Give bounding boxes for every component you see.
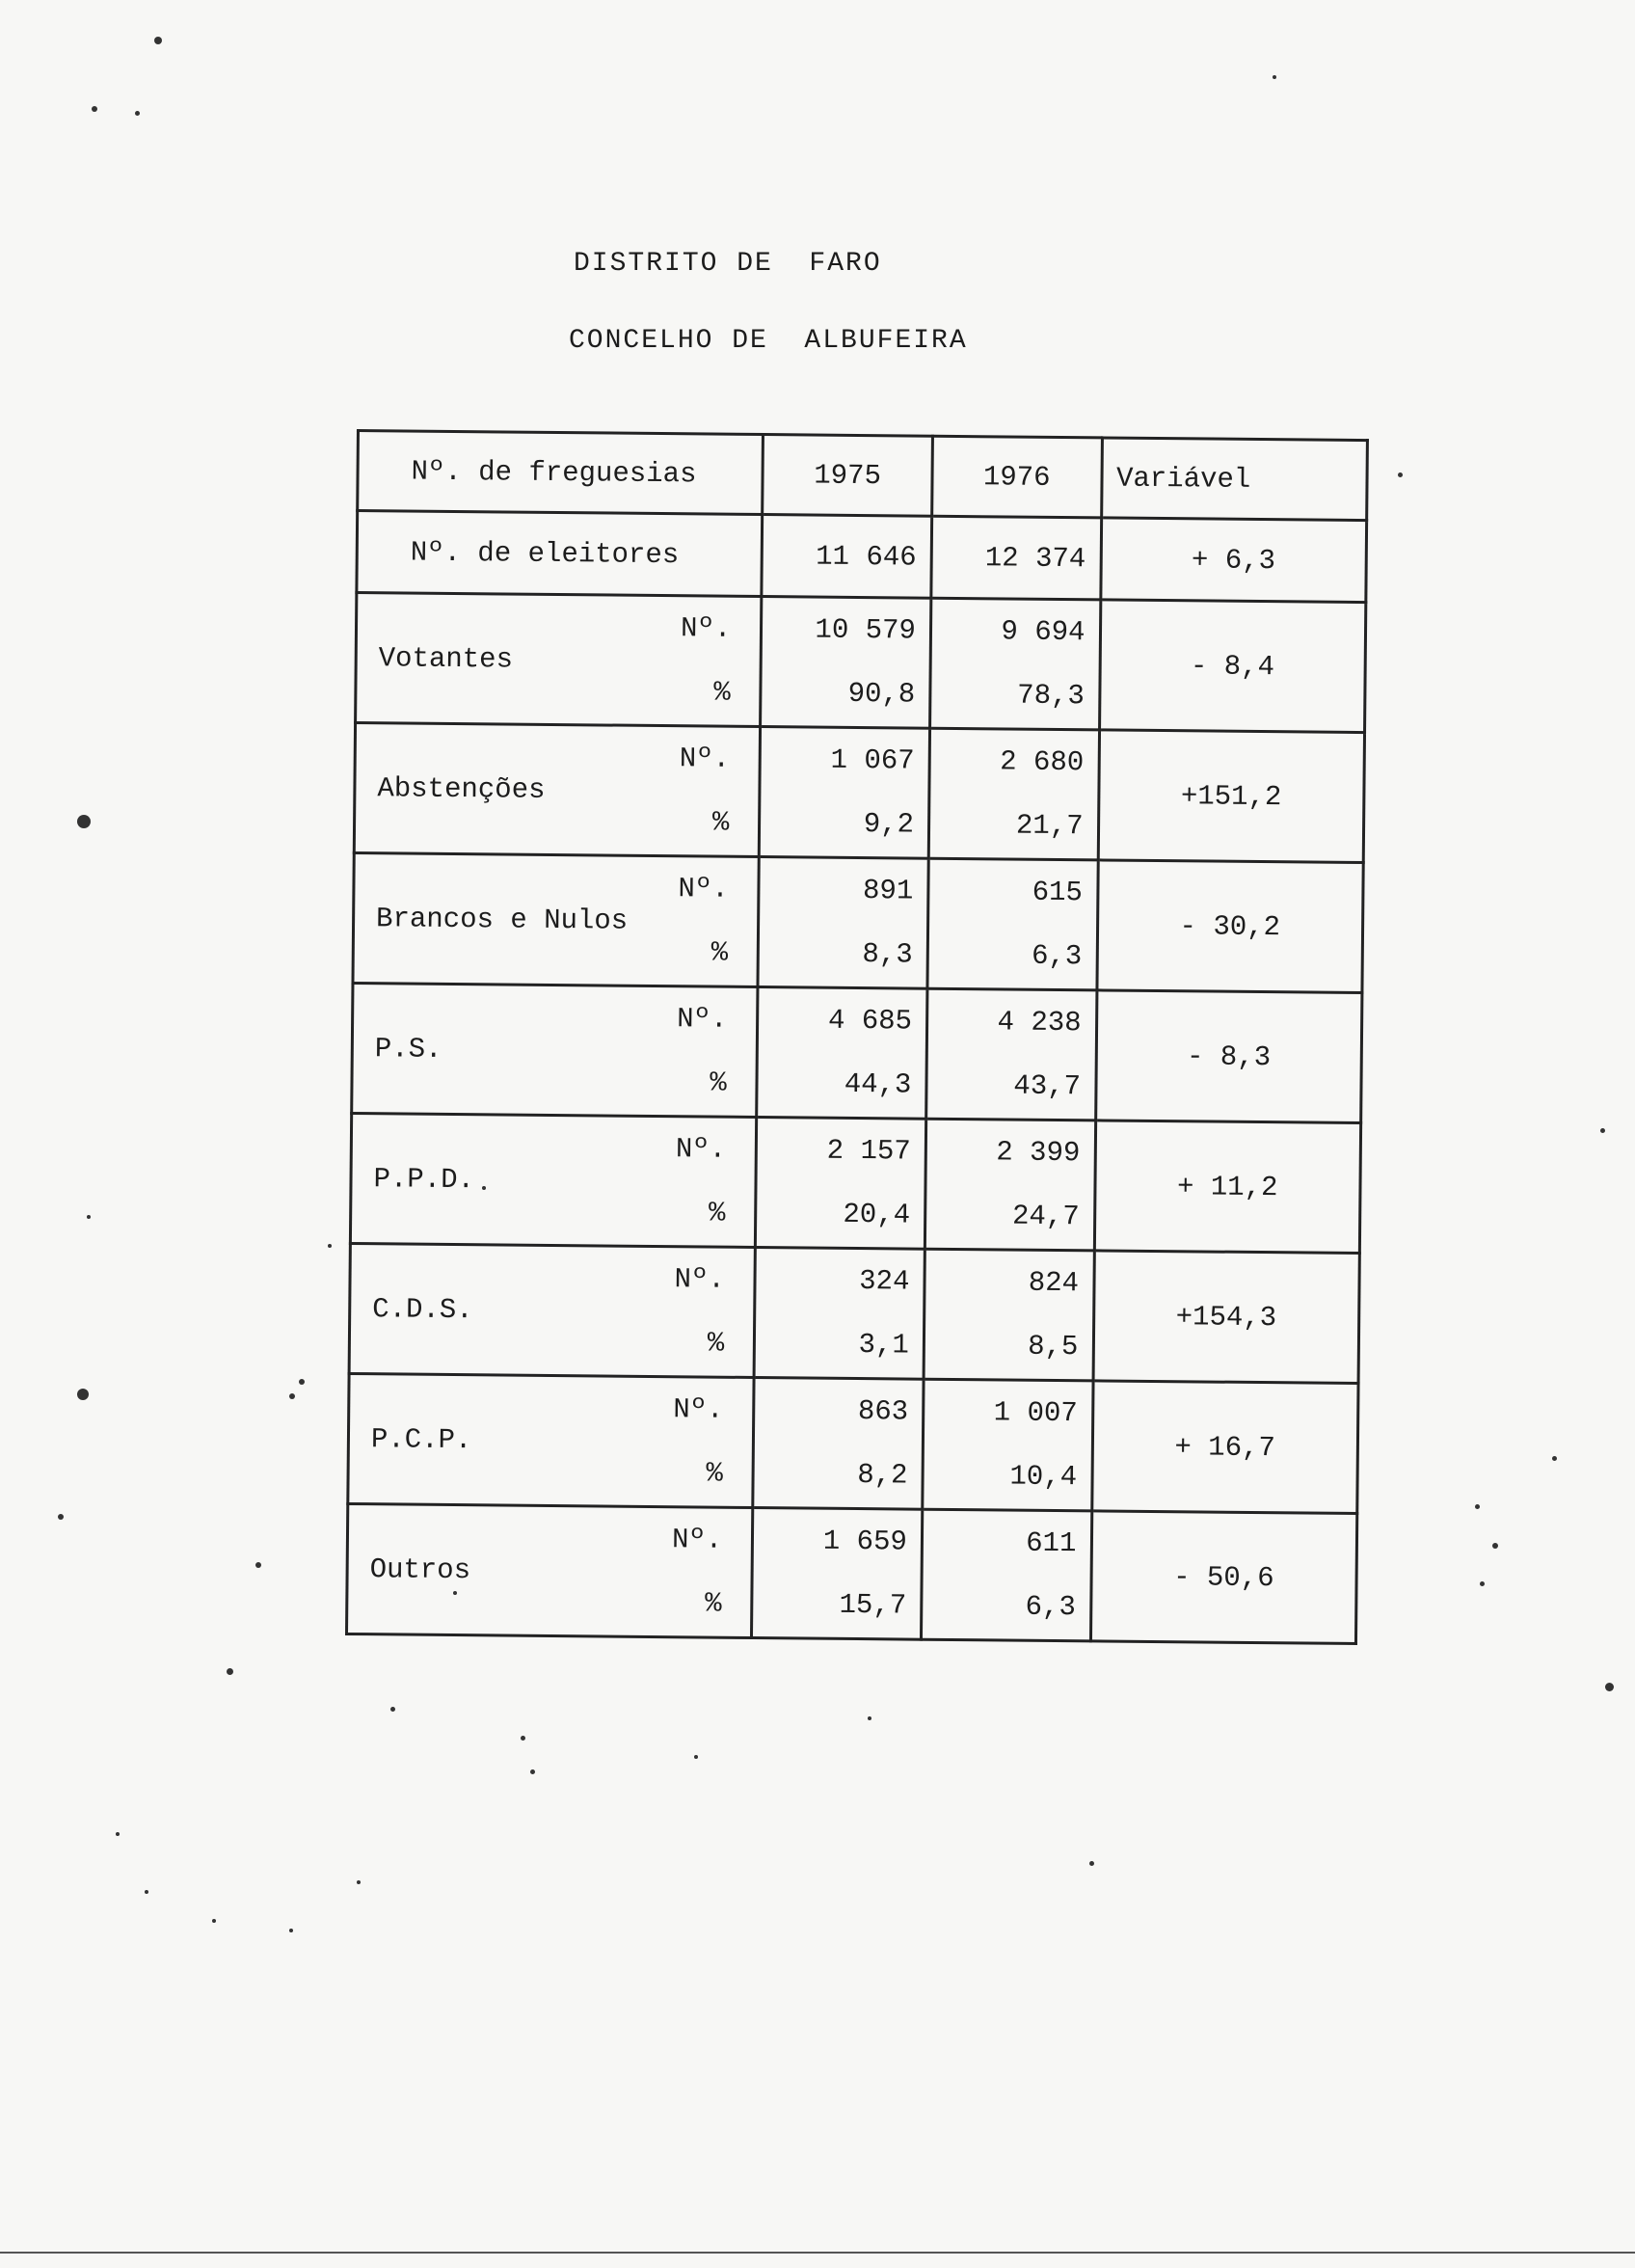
percent-1975: 8,3: [862, 938, 913, 971]
percent-1976: 6,3: [1025, 1590, 1076, 1624]
scan-speck: [77, 815, 91, 828]
values-1976-cell: [925, 1119, 1095, 1251]
values-1976-cell: [923, 1379, 1093, 1511]
count-1975: 2 157: [826, 1134, 911, 1168]
variation-cell: +154,3: [1093, 1251, 1360, 1384]
scan-speck: [1480, 1581, 1485, 1586]
values-1975-cell: [754, 1248, 925, 1380]
election-results-table: [345, 429, 1369, 1645]
scan-speck: [1089, 1861, 1094, 1866]
percent-1976: 24,7: [1011, 1200, 1080, 1233]
scan-speck: [530, 1769, 535, 1774]
scan-speck: [694, 1755, 698, 1759]
count-1975: 10 579: [815, 613, 917, 647]
scan-speck: [482, 1186, 486, 1190]
scan-speck: [212, 1919, 216, 1923]
municipality-title: CONCELHO DE ALBUFEIRA: [569, 326, 968, 356]
unit-percent-label: %: [708, 1197, 726, 1229]
scan-speck: [135, 111, 140, 116]
table-row: [347, 1503, 1357, 1643]
category-label: P.S.: [374, 1032, 442, 1066]
count-1976: 9 694: [1001, 615, 1086, 649]
scan-speck: [289, 1393, 295, 1399]
parishes-label: Nº. de freguesias: [411, 455, 697, 490]
category-cell: [352, 983, 759, 1117]
scan-speck: [255, 1562, 261, 1568]
scan-speck: [521, 1736, 525, 1741]
scan-speck: [1552, 1456, 1557, 1461]
unit-number-label: Nº.: [679, 742, 731, 775]
percent-1976: 21,7: [1015, 809, 1084, 843]
unit-number-label: Nº.: [673, 1393, 724, 1426]
unit-number-label: Nº.: [674, 1263, 725, 1296]
unit-percent-label: %: [706, 1457, 724, 1490]
count-1976: 615: [1032, 876, 1084, 909]
count-1975: 891: [862, 875, 914, 907]
table-row: [350, 1113, 1360, 1253]
values-1975-cell: [758, 857, 928, 989]
table-row: [354, 723, 1364, 863]
category-label: Brancos e Nulos: [375, 902, 629, 937]
variation-cell: + 11,2: [1094, 1120, 1361, 1254]
variation-cell: - 30,2: [1096, 860, 1363, 993]
percent-1976: 6,3: [1031, 939, 1083, 973]
scan-speck: [154, 37, 162, 44]
percent-1976: 78,3: [1017, 679, 1086, 713]
scan-speck: [868, 1716, 871, 1720]
category-cell: [349, 1243, 756, 1377]
percent-1975: 20,4: [843, 1198, 911, 1231]
count-1976: 824: [1028, 1266, 1080, 1300]
percent-1975: 90,8: [847, 677, 916, 711]
category-cell: [348, 1373, 755, 1507]
scan-speck: [92, 106, 97, 112]
scan-speck: [58, 1514, 64, 1520]
percent-1975: 15,7: [839, 1588, 907, 1622]
scan-speck: [1492, 1543, 1498, 1549]
category-label: Abstenções: [377, 771, 546, 806]
category-label: P.P.D.: [373, 1162, 475, 1196]
unit-percent-label: %: [710, 936, 729, 969]
percent-1975: 3,1: [858, 1329, 909, 1362]
values-1975-cell: [752, 1507, 923, 1639]
unit-number-label: Nº.: [677, 1003, 728, 1036]
values-1975-cell: [760, 727, 930, 859]
scan-speck: [1475, 1504, 1480, 1509]
values-1975-cell: [756, 1118, 926, 1250]
year-1976-header: 1976: [932, 436, 1102, 518]
category-cell: [353, 852, 760, 986]
scan-speck: [1273, 75, 1276, 79]
scan-speck: [390, 1707, 395, 1712]
percent-1975: 8,2: [857, 1459, 908, 1492]
count-1975: 324: [859, 1265, 910, 1298]
count-1975: 1 659: [822, 1525, 907, 1558]
percent-1975: 44,3: [844, 1067, 912, 1101]
percent-1976: 10,4: [1009, 1460, 1078, 1494]
count-1976: 4 238: [997, 1006, 1082, 1040]
values-1976-cell: [921, 1509, 1091, 1641]
electors-label: Nº. de eleitores: [410, 536, 680, 571]
values-1975-cell: [757, 987, 927, 1120]
scan-speck: [1398, 472, 1403, 477]
table-row: [356, 593, 1366, 733]
count-1975: 863: [857, 1395, 909, 1428]
scan-speck: [116, 1832, 120, 1836]
values-1976-cell: [926, 988, 1097, 1120]
scan-speck: [453, 1591, 457, 1595]
scan-speck: [1600, 1128, 1605, 1133]
variation-header: Variável: [1101, 438, 1367, 521]
category-cell: [356, 593, 763, 727]
category-label: C.D.S.: [372, 1292, 473, 1326]
electors-variation: + 6,3: [1100, 518, 1366, 603]
category-label: P.C.P.: [370, 1422, 472, 1456]
variation-cell: +151,2: [1098, 730, 1365, 863]
count-1976: 2 680: [1000, 745, 1085, 779]
variation-cell: + 16,7: [1091, 1381, 1358, 1514]
values-1976-cell: [928, 728, 1099, 860]
scan-speck: [77, 1389, 89, 1400]
table-row: [353, 852, 1363, 992]
count-1976: 611: [1026, 1526, 1077, 1560]
category-label: Votantes: [378, 641, 514, 676]
scan-speck: [289, 1929, 293, 1932]
percent-1975: 9,2: [863, 808, 915, 841]
percent-1976: 43,7: [1013, 1069, 1082, 1103]
unit-percent-label: %: [710, 1066, 727, 1099]
unit-percent-label: %: [711, 806, 730, 839]
category-cell: [354, 723, 761, 857]
values-1976-cell: [929, 598, 1100, 730]
variation-cell: - 50,6: [1090, 1511, 1357, 1644]
percent-1976: 8,5: [1028, 1330, 1079, 1364]
unit-percent-label: %: [713, 676, 731, 709]
table-row: [352, 983, 1362, 1122]
scan-speck: [227, 1668, 233, 1675]
unit-percent-label: %: [705, 1587, 722, 1620]
scan-speck: [87, 1215, 91, 1219]
unit-number-label: Nº.: [671, 1524, 723, 1556]
category-label: Outros: [369, 1552, 471, 1586]
values-1975-cell: [753, 1378, 924, 1510]
table-row: [349, 1243, 1359, 1383]
category-cell: [350, 1113, 757, 1247]
variation-cell: - 8,3: [1095, 990, 1362, 1123]
year-1975-header: 1975: [763, 435, 932, 517]
unit-number-label: Nº.: [678, 873, 729, 905]
bottom-rule: [0, 2252, 1635, 2254]
values-1976-cell: [927, 858, 1098, 990]
electors-label-cell: [357, 511, 763, 597]
electors-1976: 12 374: [931, 516, 1101, 600]
variation-cell: - 8,4: [1099, 600, 1366, 733]
count-1975: 1 067: [830, 743, 915, 777]
unit-number-label: Nº.: [675, 1133, 727, 1166]
electors-row: [357, 511, 1367, 603]
scan-speck: [1605, 1683, 1614, 1691]
scan-speck: [328, 1244, 332, 1248]
values-1976-cell: [924, 1249, 1094, 1381]
district-title: DISTRITO DE FARO: [574, 249, 882, 279]
scan-speck: [299, 1379, 305, 1385]
category-cell: [347, 1503, 754, 1637]
values-1975-cell: [761, 597, 931, 729]
table-header-row: [358, 431, 1368, 521]
electors-1975: 11 646: [762, 515, 931, 599]
count-1976: 1 007: [993, 1396, 1078, 1430]
scan-speck: [145, 1890, 148, 1894]
count-1975: 4 685: [827, 1004, 913, 1038]
scan-speck: [357, 1880, 361, 1884]
table-row: [348, 1373, 1358, 1513]
unit-number-label: Nº.: [680, 612, 732, 645]
parishes-header-cell: [358, 431, 764, 515]
unit-percent-label: %: [707, 1327, 725, 1360]
count-1976: 2 399: [996, 1136, 1081, 1170]
